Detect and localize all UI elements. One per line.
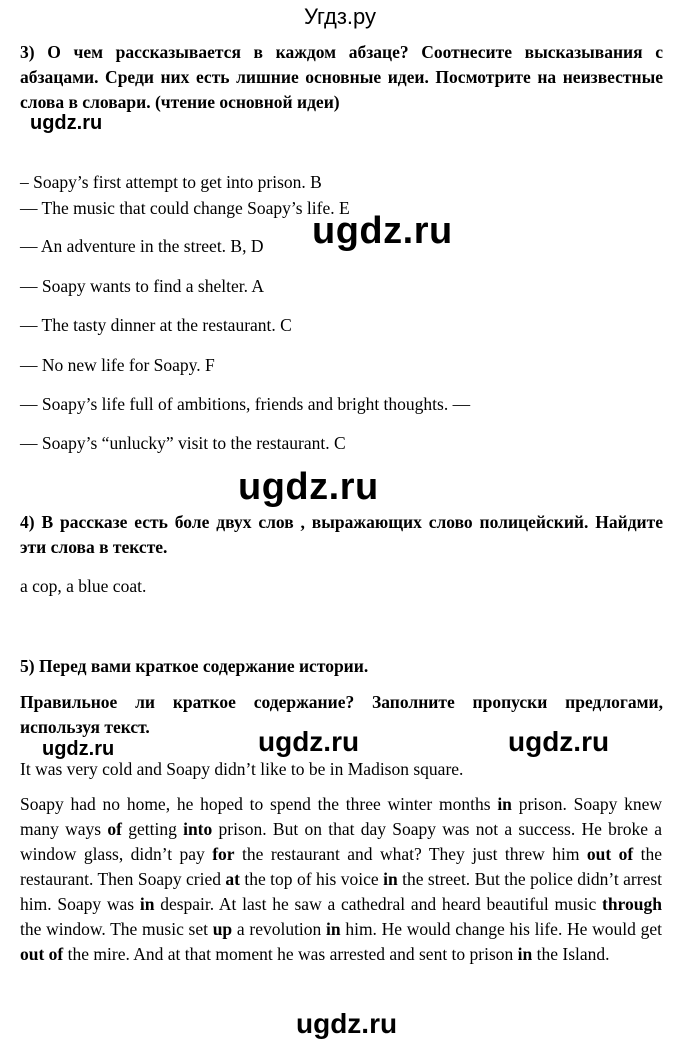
- match-item-3: — An adventure in the street. B, D: [20, 236, 264, 256]
- summary-text: the mire. And at that moment he was arrested and sent to prison: [63, 944, 518, 964]
- match-item-7: — Soapy’s life full of ambitions, friends and bright thoughts. —: [20, 394, 471, 414]
- watermark: ugdz.ru: [312, 210, 453, 252]
- task4-answer: a cop, a blue coat.: [20, 576, 147, 596]
- watermark: ugdz.ru: [30, 112, 103, 134]
- summary-text: Soapy had no home, he hoped to spend the three winter months: [20, 794, 498, 814]
- summary-text: the top of his voice: [239, 869, 384, 889]
- summary-text: prison. But on that day Soapy was not a success. He broke a window glass, didn’t pay: [20, 819, 662, 864]
- summary-text: the restaurant. Then Soapy cried: [20, 844, 662, 889]
- task3-heading: 3) О чем рассказывается в каждом абзаце? Соотнесите высказывания с абзацами. Среди них есть лишние основные идеи. Посмотрите на неизвестные слова в словари. (чтение основной идеи): [20, 42, 663, 112]
- summary-paragraph: [20, 792, 662, 967]
- preposition-answer: up: [212, 919, 233, 939]
- preposition-answer: at: [225, 869, 240, 889]
- match-item-4: — Soapy wants to find a shelter. A: [20, 276, 265, 296]
- watermark: ugdz.ru: [508, 726, 610, 757]
- summary-text: the restaurant and what? They just threw him: [234, 844, 587, 864]
- summary-text: the window. The music set: [20, 919, 213, 939]
- task5-subheading: Правильное ли краткое содержание? Заполните пропуски предлогами, используя текст.: [20, 692, 663, 737]
- preposition-answer: in: [497, 794, 512, 814]
- summary-first-line: It was very cold and Soapy didn’t like to be in Madison square.: [20, 759, 464, 779]
- summary-text: him. He would change his life. He would get: [340, 919, 662, 939]
- summary-text: prison. Soapy knew many ways: [20, 794, 663, 839]
- preposition-answer: in: [383, 869, 398, 889]
- watermark: ugdz.ru: [296, 1008, 398, 1039]
- watermark: ugdz.ru: [42, 738, 115, 760]
- summary-text: the street. But the police didn’t arrest him. Soapy was: [20, 869, 663, 914]
- preposition-answer: in: [326, 919, 341, 939]
- preposition-answer: through: [602, 894, 662, 914]
- summary-text: getting: [121, 819, 184, 839]
- watermark: ugdz.ru: [258, 726, 360, 757]
- watermark: ugdz.ru: [238, 466, 379, 508]
- match-item-8: — Soapy’s “unlucky” visit to the restaurant. C: [20, 433, 346, 453]
- preposition-answer: into: [183, 819, 213, 839]
- match-item-5: — The tasty dinner at the restaurant. C: [20, 315, 292, 335]
- summary-text: the Island.: [532, 944, 610, 964]
- preposition-answer: for: [212, 844, 235, 864]
- site-title: Угдз.ру: [303, 4, 377, 29]
- task4-heading: 4) В рассказе есть боле двух слов , выражающих слово полицейский. Найдите эти слова в тексте.: [20, 512, 663, 557]
- preposition-answer: in: [139, 894, 155, 914]
- task5-heading: 5) Перед вами краткое содержание истории.: [20, 656, 369, 676]
- match-item-2: — The music that could change Soapy’s life. E: [20, 198, 350, 218]
- preposition-answer: out of: [20, 944, 64, 964]
- preposition-answer: of: [107, 819, 122, 839]
- match-item-6: — No new life for Soapy. F: [20, 355, 215, 375]
- match-item-1: – Soapy’s first attempt to get into prison. B: [20, 172, 322, 192]
- summary-text: despair. At last he saw a cathedral and heard beautiful music: [154, 894, 602, 914]
- summary-text: a revolution: [232, 919, 327, 939]
- preposition-answer: out of: [586, 844, 634, 864]
- preposition-answer: in: [517, 944, 533, 964]
